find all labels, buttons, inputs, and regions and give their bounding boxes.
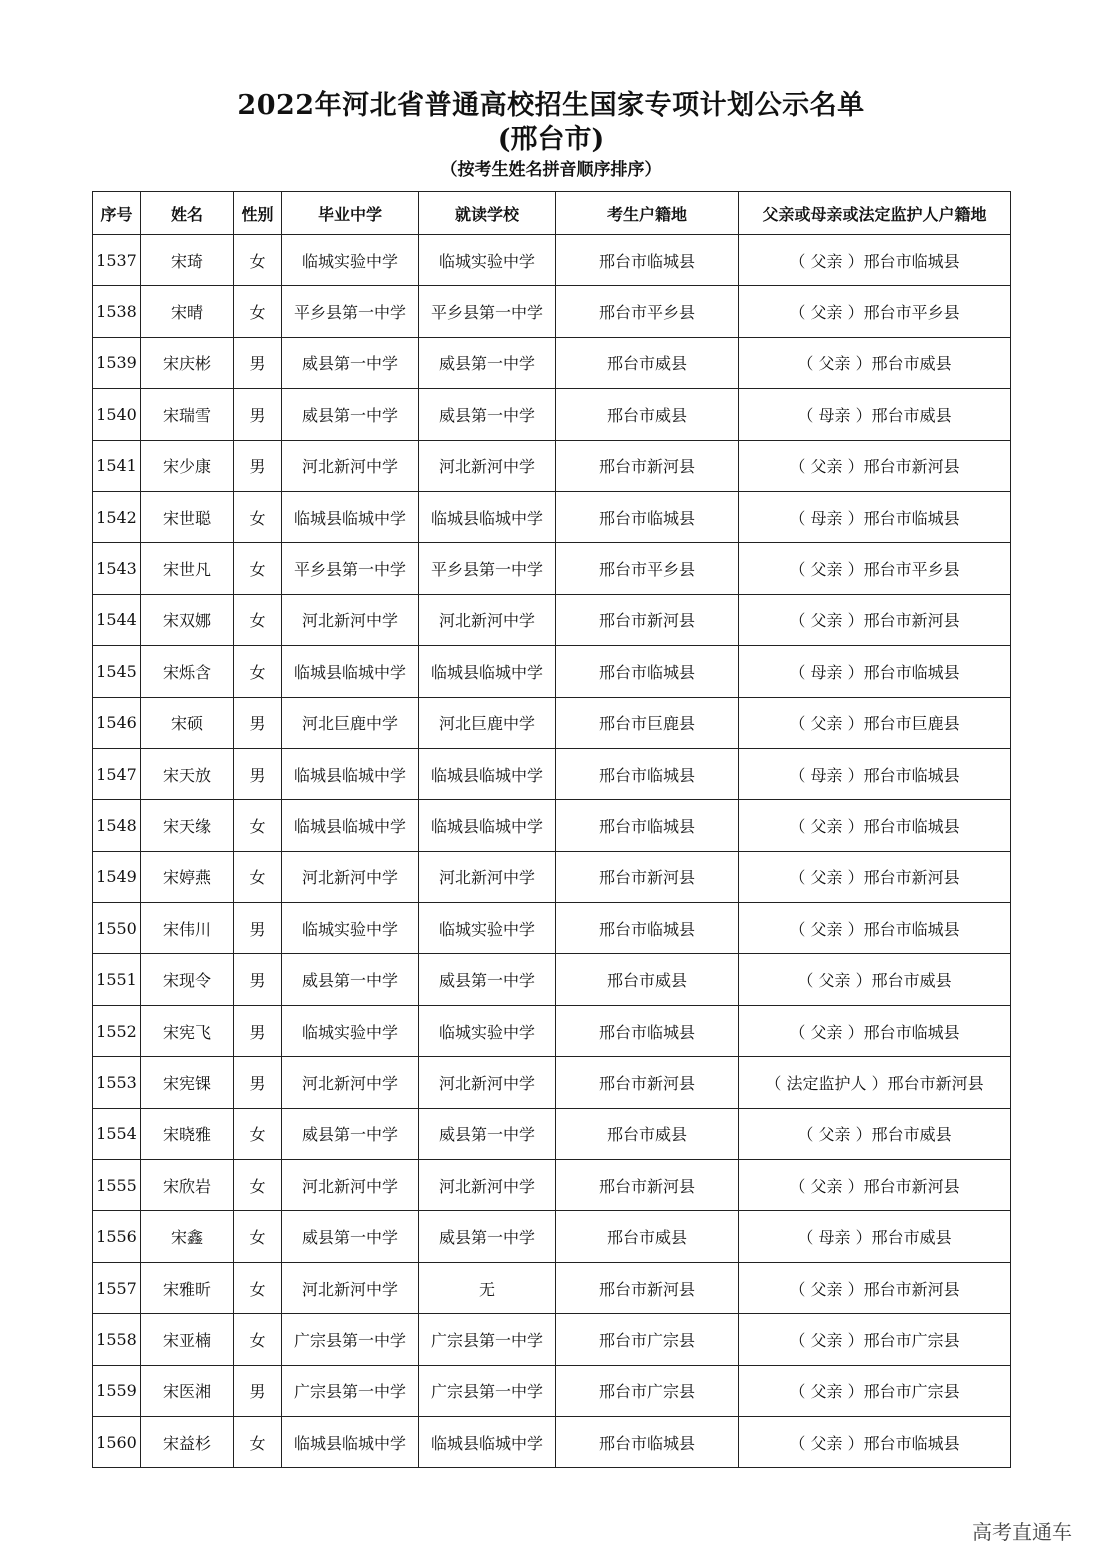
column-header-name: 姓名 [141, 192, 234, 235]
cell-name: 宋琦 [141, 235, 234, 286]
cell-current-school: 广宗县第一中学 [419, 1365, 556, 1416]
cell-seq: 1541 [93, 440, 141, 491]
cell-name: 宋鑫 [141, 1211, 234, 1262]
table-row [93, 440, 1011, 491]
cell-name: 宋医湘 [141, 1365, 234, 1416]
cell-current-school: 临城县临城中学 [419, 800, 556, 851]
cell-residence: 邢台市临城县 [556, 1416, 739, 1467]
cell-guardian: （ 父亲 ）邢台市巨鹿县 [739, 697, 1011, 748]
column-header-grad-school: 毕业中学 [282, 192, 419, 235]
cell-name: 宋庆彬 [141, 337, 234, 388]
cell-guardian: （ 父亲 ）邢台市新河县 [739, 594, 1011, 645]
cell-gender: 女 [234, 851, 282, 902]
cell-gender: 男 [234, 748, 282, 799]
cell-guardian: （ 母亲 ）邢台市威县 [739, 389, 1011, 440]
cell-name: 宋烁含 [141, 646, 234, 697]
cell-guardian: （ 父亲 ）邢台市临城县 [739, 1416, 1011, 1467]
table-row [93, 337, 1011, 388]
column-header-current-school: 就读学校 [419, 192, 556, 235]
cell-grad-school: 平乡县第一中学 [282, 543, 419, 594]
cell-current-school: 河北新河中学 [419, 440, 556, 491]
cell-guardian: （ 父亲 ）邢台市威县 [739, 337, 1011, 388]
cell-guardian: （ 父亲 ）邢台市临城县 [739, 235, 1011, 286]
cell-current-school: 河北新河中学 [419, 594, 556, 645]
cell-residence: 邢台市新河县 [556, 1057, 739, 1108]
cell-gender: 男 [234, 1005, 282, 1056]
cell-residence: 邢台市新河县 [556, 1160, 739, 1211]
table-row [93, 748, 1011, 799]
cell-guardian: （ 父亲 ）邢台市威县 [739, 954, 1011, 1005]
cell-name: 宋伟川 [141, 903, 234, 954]
cell-guardian: （ 父亲 ）邢台市威县 [739, 1108, 1011, 1159]
city-subtitle: (邢台市) [497, 124, 605, 155]
cell-name: 宋益杉 [141, 1416, 234, 1467]
cell-residence: 邢台市威县 [556, 954, 739, 1005]
cell-name: 宋宪锞 [141, 1057, 234, 1108]
cell-name: 宋天放 [141, 748, 234, 799]
cell-current-school: 威县第一中学 [419, 389, 556, 440]
cell-residence: 邢台市临城县 [556, 903, 739, 954]
cell-guardian: （ 父亲 ）邢台市新河县 [739, 1160, 1011, 1211]
cell-name: 宋晴 [141, 286, 234, 337]
cell-grad-school: 广宗县第一中学 [282, 1314, 419, 1365]
cell-seq: 1556 [93, 1211, 141, 1262]
cell-gender: 女 [234, 594, 282, 645]
cell-current-school: 河北新河中学 [419, 851, 556, 902]
cell-guardian: （ 父亲 ）邢台市临城县 [739, 903, 1011, 954]
cell-seq: 1550 [93, 903, 141, 954]
cell-seq: 1547 [93, 748, 141, 799]
cell-guardian: （ 母亲 ）邢台市临城县 [739, 748, 1011, 799]
roster-body [93, 235, 1011, 1468]
cell-seq: 1560 [93, 1416, 141, 1467]
cell-name: 宋婷燕 [141, 851, 234, 902]
cell-current-school: 临城县临城中学 [419, 646, 556, 697]
cell-name: 宋瑞雪 [141, 389, 234, 440]
cell-current-school: 平乡县第一中学 [419, 286, 556, 337]
cell-gender: 男 [234, 440, 282, 491]
cell-seq: 1552 [93, 1005, 141, 1056]
cell-seq: 1544 [93, 594, 141, 645]
table-row [93, 1005, 1011, 1056]
cell-seq: 1548 [93, 800, 141, 851]
cell-gender: 女 [234, 1108, 282, 1159]
column-header-seq: 序号 [93, 192, 141, 235]
cell-residence: 邢台市平乡县 [556, 543, 739, 594]
cell-grad-school: 临城县临城中学 [282, 748, 419, 799]
cell-current-school: 临城实验中学 [419, 1005, 556, 1056]
cell-grad-school: 临城实验中学 [282, 1005, 419, 1056]
cell-name: 宋现令 [141, 954, 234, 1005]
cell-seq: 1549 [93, 851, 141, 902]
cell-guardian: （ 父亲 ）邢台市广宗县 [739, 1365, 1011, 1416]
cell-grad-school: 临城县临城中学 [282, 1416, 419, 1467]
cell-name: 宋宪飞 [141, 1005, 234, 1056]
cell-current-school: 威县第一中学 [419, 954, 556, 1005]
cell-current-school: 广宗县第一中学 [419, 1314, 556, 1365]
cell-current-school: 河北巨鹿中学 [419, 697, 556, 748]
cell-residence: 邢台市临城县 [556, 800, 739, 851]
cell-guardian: （ 父亲 ）邢台市新河县 [739, 440, 1011, 491]
table-row [93, 235, 1011, 286]
table-row [93, 646, 1011, 697]
cell-guardian: （ 父亲 ）邢台市平乡县 [739, 286, 1011, 337]
cell-grad-school: 威县第一中学 [282, 954, 419, 1005]
cell-seq: 1559 [93, 1365, 141, 1416]
cell-grad-school: 河北新河中学 [282, 1262, 419, 1313]
cell-gender: 女 [234, 1262, 282, 1313]
cell-seq: 1538 [93, 286, 141, 337]
cell-seq: 1539 [93, 337, 141, 388]
column-header-residence: 考生户籍地 [556, 192, 739, 235]
cell-residence: 邢台市威县 [556, 389, 739, 440]
cell-seq: 1546 [93, 697, 141, 748]
cell-current-school: 河北新河中学 [419, 1057, 556, 1108]
cell-gender: 男 [234, 954, 282, 1005]
cell-gender: 女 [234, 1211, 282, 1262]
table-row [93, 1108, 1011, 1159]
cell-guardian: （ 母亲 ）邢台市临城县 [739, 491, 1011, 542]
cell-seq: 1537 [93, 235, 141, 286]
cell-current-school: 临城实验中学 [419, 235, 556, 286]
cell-grad-school: 临城实验中学 [282, 235, 419, 286]
cell-name: 宋世聪 [141, 491, 234, 542]
table-row [93, 1057, 1011, 1108]
cell-name: 宋天缘 [141, 800, 234, 851]
table-row [93, 851, 1011, 902]
cell-name: 宋世凡 [141, 543, 234, 594]
cell-residence: 邢台市平乡县 [556, 286, 739, 337]
cell-name: 宋欣岩 [141, 1160, 234, 1211]
document-header [0, 88, 1102, 182]
cell-name: 宋双娜 [141, 594, 234, 645]
sort-note: （按考生姓名拼音顺序排序） [440, 160, 662, 180]
cell-seq: 1543 [93, 543, 141, 594]
cell-gender: 女 [234, 543, 282, 594]
cell-name: 宋雅昕 [141, 1262, 234, 1313]
cell-current-school: 临城县临城中学 [419, 1416, 556, 1467]
cell-grad-school: 临城县临城中学 [282, 800, 419, 851]
cell-gender: 男 [234, 697, 282, 748]
cell-grad-school: 河北新河中学 [282, 440, 419, 491]
cell-grad-school: 河北巨鹿中学 [282, 697, 419, 748]
cell-guardian: （ 父亲 ）邢台市新河县 [739, 851, 1011, 902]
cell-grad-school: 威县第一中学 [282, 389, 419, 440]
table-row [93, 491, 1011, 542]
table-row [93, 1314, 1011, 1365]
cell-gender: 女 [234, 1160, 282, 1211]
cell-current-school: 平乡县第一中学 [419, 543, 556, 594]
cell-seq: 1554 [93, 1108, 141, 1159]
cell-seq: 1557 [93, 1262, 141, 1313]
table-row [93, 389, 1011, 440]
cell-current-school: 河北新河中学 [419, 1160, 556, 1211]
cell-seq: 1553 [93, 1057, 141, 1108]
cell-gender: 女 [234, 800, 282, 851]
cell-guardian: （ 父亲 ）邢台市平乡县 [739, 543, 1011, 594]
cell-residence: 邢台市巨鹿县 [556, 697, 739, 748]
cell-residence: 邢台市临城县 [556, 1005, 739, 1056]
cell-grad-school: 河北新河中学 [282, 851, 419, 902]
cell-gender: 女 [234, 286, 282, 337]
cell-residence: 邢台市新河县 [556, 851, 739, 902]
header-row [93, 192, 1011, 235]
cell-current-school: 威县第一中学 [419, 1211, 556, 1262]
cell-grad-school: 平乡县第一中学 [282, 286, 419, 337]
cell-residence: 邢台市临城县 [556, 491, 739, 542]
cell-residence: 邢台市威县 [556, 337, 739, 388]
cell-grad-school: 临城县临城中学 [282, 646, 419, 697]
cell-current-school: 威县第一中学 [419, 1108, 556, 1159]
cell-seq: 1551 [93, 954, 141, 1005]
table-row [93, 1211, 1011, 1262]
cell-grad-school: 河北新河中学 [282, 1160, 419, 1211]
cell-current-school: 无 [419, 1262, 556, 1313]
cell-seq: 1555 [93, 1160, 141, 1211]
cell-seq: 1542 [93, 491, 141, 542]
cell-current-school: 临城县临城中学 [419, 491, 556, 542]
cell-gender: 女 [234, 491, 282, 542]
cell-guardian: （ 父亲 ）邢台市临城县 [739, 1005, 1011, 1056]
table-row [93, 286, 1011, 337]
cell-residence: 邢台市新河县 [556, 1262, 739, 1313]
cell-gender: 男 [234, 1057, 282, 1108]
cell-seq: 1540 [93, 389, 141, 440]
table-row [93, 1365, 1011, 1416]
roster-table [92, 191, 1011, 1468]
cell-residence: 邢台市临城县 [556, 235, 739, 286]
cell-seq: 1558 [93, 1314, 141, 1365]
cell-grad-school: 威县第一中学 [282, 1108, 419, 1159]
cell-residence: 邢台市广宗县 [556, 1314, 739, 1365]
column-header-gender: 性别 [234, 192, 282, 235]
cell-guardian: （ 父亲 ）邢台市新河县 [739, 1262, 1011, 1313]
cell-gender: 女 [234, 1314, 282, 1365]
cell-grad-school: 威县第一中学 [282, 1211, 419, 1262]
cell-residence: 邢台市临城县 [556, 646, 739, 697]
page-title: 2022年河北省普通高校招生国家专项计划公示名单 [237, 90, 865, 121]
cell-name: 宋少康 [141, 440, 234, 491]
cell-residence: 邢台市新河县 [556, 594, 739, 645]
table-row [93, 903, 1011, 954]
cell-grad-school: 威县第一中学 [282, 337, 419, 388]
cell-grad-school: 河北新河中学 [282, 594, 419, 645]
table-row [93, 1160, 1011, 1211]
cell-grad-school: 广宗县第一中学 [282, 1365, 419, 1416]
table-row [93, 954, 1011, 1005]
cell-residence: 邢台市威县 [556, 1211, 739, 1262]
table-row [93, 1262, 1011, 1313]
cell-guardian: （ 法定监护人 ）邢台市新河县 [739, 1057, 1011, 1108]
cell-name: 宋硕 [141, 697, 234, 748]
cell-gender: 男 [234, 1365, 282, 1416]
table-row [93, 594, 1011, 645]
table-row [93, 543, 1011, 594]
cell-name: 宋晓雅 [141, 1108, 234, 1159]
cell-guardian: （ 母亲 ）邢台市威县 [739, 1211, 1011, 1262]
cell-guardian: （ 母亲 ）邢台市临城县 [739, 646, 1011, 697]
cell-residence: 邢台市威县 [556, 1108, 739, 1159]
cell-grad-school: 河北新河中学 [282, 1057, 419, 1108]
cell-gender: 女 [234, 1416, 282, 1467]
table-row [93, 800, 1011, 851]
cell-guardian: （ 父亲 ）邢台市临城县 [739, 800, 1011, 851]
cell-current-school: 临城县临城中学 [419, 748, 556, 799]
cell-grad-school: 临城县临城中学 [282, 491, 419, 542]
column-header-guardian: 父亲或母亲或法定监护人户籍地 [739, 192, 1011, 235]
cell-gender: 男 [234, 389, 282, 440]
cell-gender: 男 [234, 337, 282, 388]
cell-guardian: （ 父亲 ）邢台市广宗县 [739, 1314, 1011, 1365]
cell-current-school: 威县第一中学 [419, 337, 556, 388]
table-row [93, 697, 1011, 748]
cell-gender: 女 [234, 235, 282, 286]
cell-residence: 邢台市新河县 [556, 440, 739, 491]
table-row [93, 1416, 1011, 1467]
cell-residence: 邢台市临城县 [556, 748, 739, 799]
cell-gender: 男 [234, 903, 282, 954]
watermark: 高考直通车 [972, 1520, 1072, 1544]
cell-grad-school: 临城实验中学 [282, 903, 419, 954]
cell-seq: 1545 [93, 646, 141, 697]
cell-residence: 邢台市广宗县 [556, 1365, 739, 1416]
cell-current-school: 临城实验中学 [419, 903, 556, 954]
cell-name: 宋亚楠 [141, 1314, 234, 1365]
cell-gender: 女 [234, 646, 282, 697]
